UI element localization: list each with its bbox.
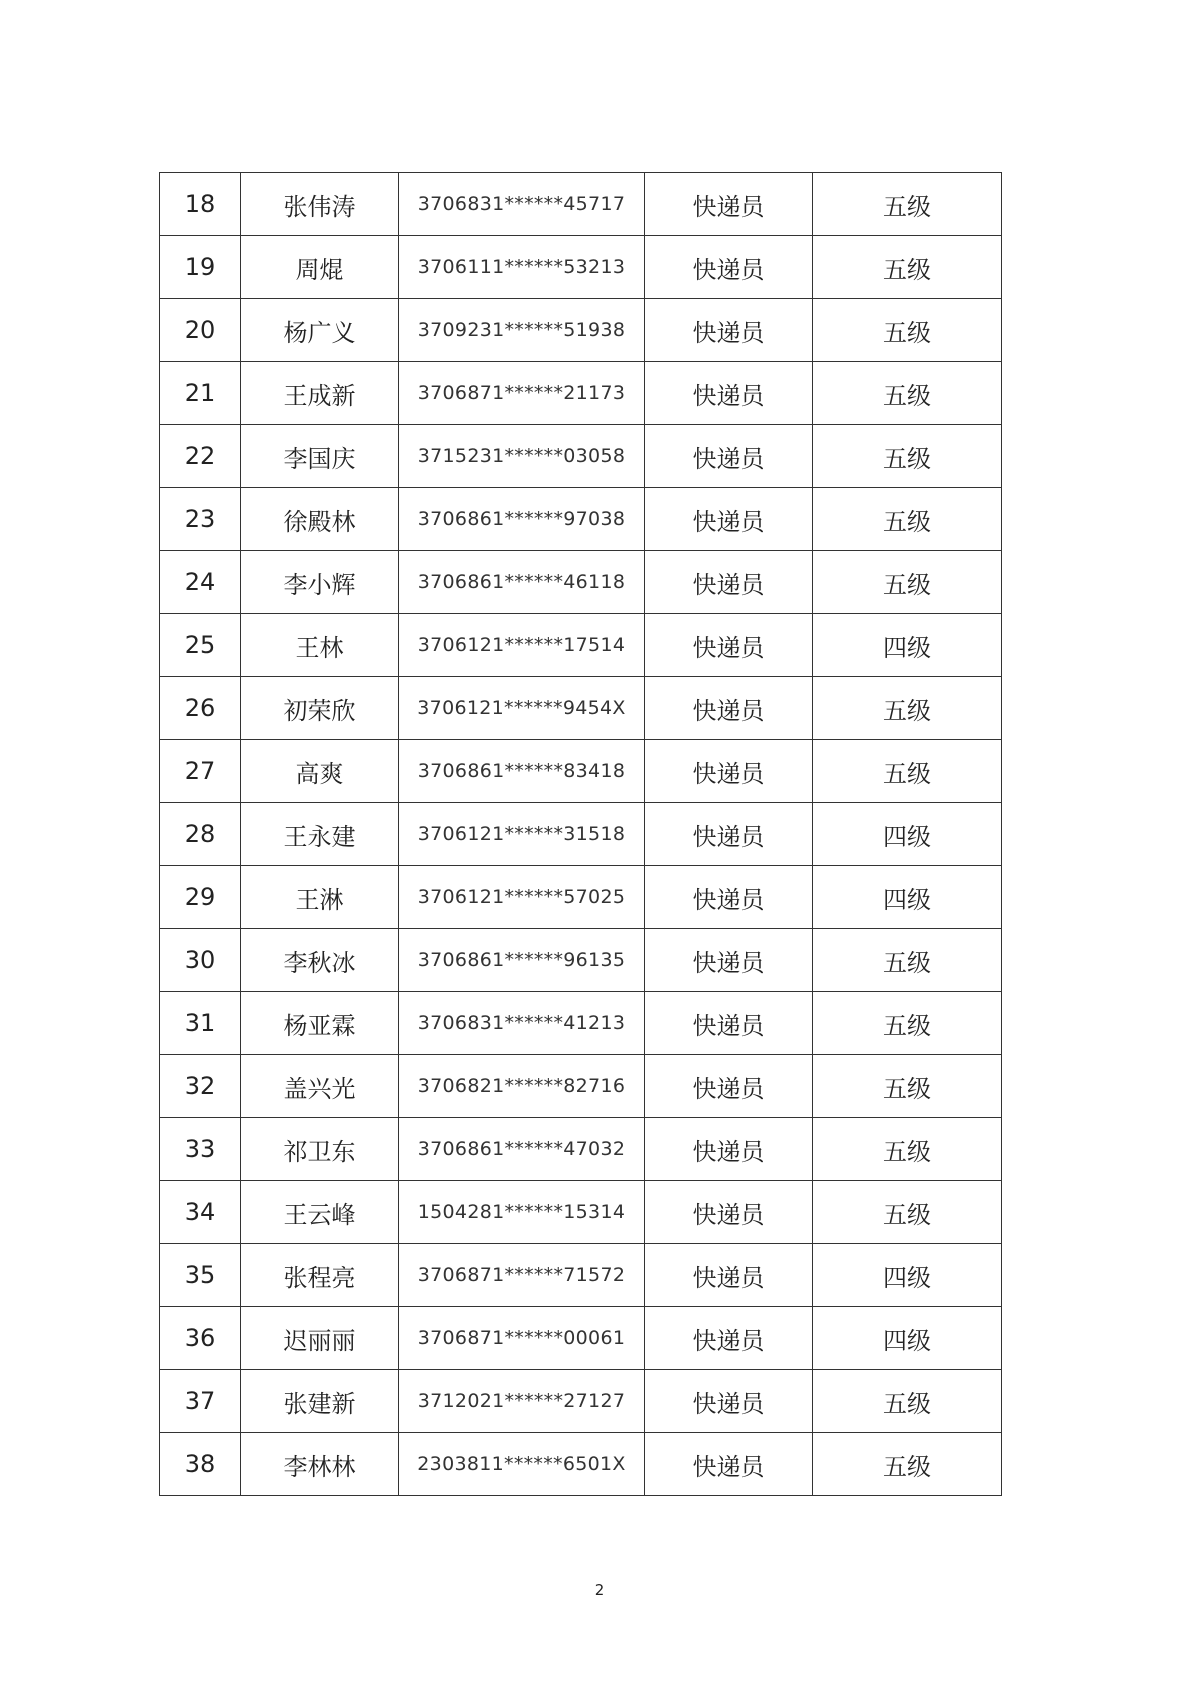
occupation-cell: 快递员 (645, 551, 813, 614)
name-cell: 李秋冰 (241, 929, 399, 992)
name-cell: 祁卫东 (241, 1118, 399, 1181)
serial-number-cell: 34 (160, 1181, 241, 1244)
name-cell: 迟丽丽 (241, 1307, 399, 1370)
occupation-cell: 快递员 (645, 1055, 813, 1118)
id-number-cell: 3706121******17514 (399, 614, 645, 677)
table-row (160, 173, 1002, 236)
table-row (160, 551, 1002, 614)
skill-level-cell: 五级 (813, 1055, 1002, 1118)
occupation-cell: 快递员 (645, 236, 813, 299)
serial-number-cell: 36 (160, 1307, 241, 1370)
id-number-cell: 3706861******47032 (399, 1118, 645, 1181)
table-row (160, 677, 1002, 740)
table-row (160, 1370, 1002, 1433)
id-number-cell: 3706821******82716 (399, 1055, 645, 1118)
table-row (160, 1181, 1002, 1244)
id-number-cell: 3706871******21173 (399, 362, 645, 425)
name-cell: 王林 (241, 614, 399, 677)
roster-table-body (160, 173, 1002, 1496)
id-number-cell: 3706871******71572 (399, 1244, 645, 1307)
name-cell: 张建新 (241, 1370, 399, 1433)
name-cell: 王云峰 (241, 1181, 399, 1244)
id-number-cell: 3709231******51938 (399, 299, 645, 362)
id-number-cell: 3706121******9454X (399, 677, 645, 740)
occupation-cell: 快递员 (645, 1244, 813, 1307)
table-row (160, 488, 1002, 551)
skill-level-cell: 五级 (813, 488, 1002, 551)
id-number-cell: 3706121******57025 (399, 866, 645, 929)
table-row (160, 992, 1002, 1055)
occupation-cell: 快递员 (645, 425, 813, 488)
skill-level-cell: 五级 (813, 1433, 1002, 1496)
skill-level-cell: 五级 (813, 1370, 1002, 1433)
occupation-cell: 快递员 (645, 362, 813, 425)
occupation-cell: 快递员 (645, 740, 813, 803)
occupation-cell: 快递员 (645, 1370, 813, 1433)
name-cell: 杨广义 (241, 299, 399, 362)
table-row (160, 866, 1002, 929)
table-row (160, 929, 1002, 992)
name-cell: 张程亮 (241, 1244, 399, 1307)
occupation-cell: 快递员 (645, 488, 813, 551)
name-cell: 李国庆 (241, 425, 399, 488)
id-number-cell: 2303811******6501X (399, 1433, 645, 1496)
skill-level-cell: 五级 (813, 929, 1002, 992)
skill-level-cell: 五级 (813, 740, 1002, 803)
table-row (160, 362, 1002, 425)
skill-level-cell: 五级 (813, 1118, 1002, 1181)
id-number-cell: 3706861******46118 (399, 551, 645, 614)
name-cell: 徐殿林 (241, 488, 399, 551)
occupation-cell: 快递员 (645, 1118, 813, 1181)
name-cell: 周焜 (241, 236, 399, 299)
occupation-cell: 快递员 (645, 299, 813, 362)
table-row (160, 614, 1002, 677)
id-number-cell: 3715231******03058 (399, 425, 645, 488)
occupation-cell: 快递员 (645, 1433, 813, 1496)
serial-number-cell: 25 (160, 614, 241, 677)
table-row (160, 299, 1002, 362)
serial-number-cell: 32 (160, 1055, 241, 1118)
serial-number-cell: 21 (160, 362, 241, 425)
table-row (160, 803, 1002, 866)
roster-table (159, 172, 1002, 1496)
name-cell: 李小辉 (241, 551, 399, 614)
name-cell: 杨亚霖 (241, 992, 399, 1055)
serial-number-cell: 33 (160, 1118, 241, 1181)
serial-number-cell: 23 (160, 488, 241, 551)
table-row (160, 1244, 1002, 1307)
skill-level-cell: 五级 (813, 299, 1002, 362)
skill-level-cell: 五级 (813, 992, 1002, 1055)
serial-number-cell: 24 (160, 551, 241, 614)
skill-level-cell: 五级 (813, 362, 1002, 425)
id-number-cell: 3706861******97038 (399, 488, 645, 551)
serial-number-cell: 31 (160, 992, 241, 1055)
skill-level-cell: 四级 (813, 866, 1002, 929)
table-row (160, 1307, 1002, 1370)
skill-level-cell: 四级 (813, 1244, 1002, 1307)
id-number-cell: 3706861******96135 (399, 929, 645, 992)
occupation-cell: 快递员 (645, 614, 813, 677)
skill-level-cell: 五级 (813, 236, 1002, 299)
name-cell: 王永建 (241, 803, 399, 866)
table-row (160, 740, 1002, 803)
serial-number-cell: 37 (160, 1370, 241, 1433)
skill-level-cell: 五级 (813, 425, 1002, 488)
table-row (160, 425, 1002, 488)
serial-number-cell: 19 (160, 236, 241, 299)
skill-level-cell: 四级 (813, 614, 1002, 677)
name-cell: 初荣欣 (241, 677, 399, 740)
serial-number-cell: 28 (160, 803, 241, 866)
skill-level-cell: 五级 (813, 551, 1002, 614)
serial-number-cell: 26 (160, 677, 241, 740)
serial-number-cell: 18 (160, 173, 241, 236)
serial-number-cell: 38 (160, 1433, 241, 1496)
table-row (160, 1433, 1002, 1496)
name-cell: 盖兴光 (241, 1055, 399, 1118)
id-number-cell: 3706121******31518 (399, 803, 645, 866)
serial-number-cell: 20 (160, 299, 241, 362)
skill-level-cell: 四级 (813, 803, 1002, 866)
occupation-cell: 快递员 (645, 803, 813, 866)
id-number-cell: 3706871******00061 (399, 1307, 645, 1370)
serial-number-cell: 35 (160, 1244, 241, 1307)
name-cell: 张伟涛 (241, 173, 399, 236)
id-number-cell: 3706831******41213 (399, 992, 645, 1055)
serial-number-cell: 22 (160, 425, 241, 488)
serial-number-cell: 27 (160, 740, 241, 803)
occupation-cell: 快递员 (645, 1181, 813, 1244)
name-cell: 高爽 (241, 740, 399, 803)
name-cell: 李林林 (241, 1433, 399, 1496)
skill-level-cell: 五级 (813, 1181, 1002, 1244)
occupation-cell: 快递员 (645, 173, 813, 236)
name-cell: 王淋 (241, 866, 399, 929)
page-number: 2 (594, 1581, 605, 1599)
table-row (160, 236, 1002, 299)
name-cell: 王成新 (241, 362, 399, 425)
serial-number-cell: 30 (160, 929, 241, 992)
occupation-cell: 快递员 (645, 677, 813, 740)
occupation-cell: 快递员 (645, 1307, 813, 1370)
occupation-cell: 快递员 (645, 929, 813, 992)
table-row (160, 1055, 1002, 1118)
id-number-cell: 3706861******83418 (399, 740, 645, 803)
serial-number-cell: 29 (160, 866, 241, 929)
id-number-cell: 3706831******45717 (399, 173, 645, 236)
table-row (160, 1118, 1002, 1181)
skill-level-cell: 五级 (813, 173, 1002, 236)
skill-level-cell: 四级 (813, 1307, 1002, 1370)
occupation-cell: 快递员 (645, 992, 813, 1055)
id-number-cell: 1504281******15314 (399, 1181, 645, 1244)
id-number-cell: 3706111******53213 (399, 236, 645, 299)
skill-level-cell: 五级 (813, 677, 1002, 740)
occupation-cell: 快递员 (645, 866, 813, 929)
id-number-cell: 3712021******27127 (399, 1370, 645, 1433)
